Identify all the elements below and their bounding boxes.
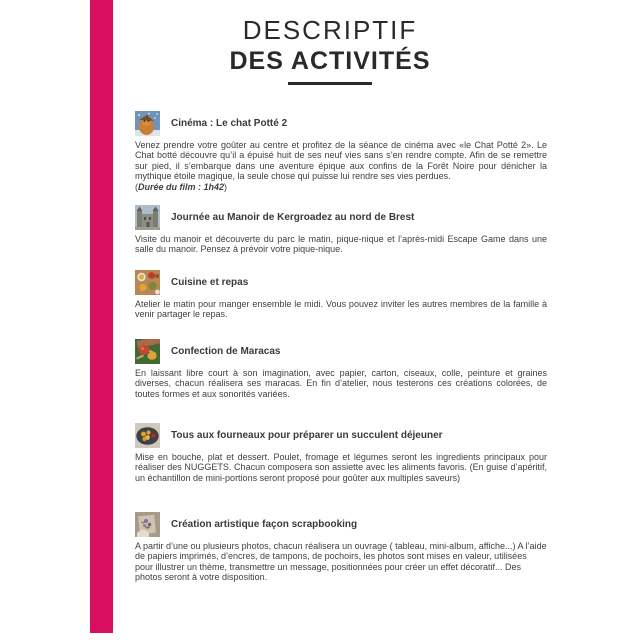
section-cuisine-heading: Cuisine et repas bbox=[171, 277, 249, 288]
section-maracas bbox=[135, 339, 547, 399]
section-fourneaux-body: Mise en bouche, plat et dessert. Poulet, fromage et légumes seront les ingredients principaux pour réaliser des NUGGETS. Chacun composera son assiette avec les aliments favoris. (En guise d’apéritif, un échantillon de mini-portions seront proposé pour goûter aux multiples saveurs) bbox=[135, 452, 547, 483]
title-underline bbox=[288, 82, 372, 85]
section-cuisine-body: Atelier le matin pour manger ensemble le midi. Vous pouvez inviter les autres membres de la famille à venir partager le repas. bbox=[135, 299, 547, 320]
scrapbook-photo-icon bbox=[135, 512, 160, 537]
film-note-text: Durée du film : 1h42 bbox=[138, 181, 225, 192]
section-scrapbooking-header bbox=[135, 512, 547, 537]
section-fourneaux-heading: Tous aux fourneaux pour préparer un succulent déjeuner bbox=[171, 430, 443, 441]
manor-photo-icon bbox=[135, 205, 160, 230]
section-manoir-body: Visite du manoir et découverte du parc le matin, pique-nique et l’après-midi Escape Game dans une salle du manoir. Pensez à prévoir votre pique-nique. bbox=[135, 234, 547, 255]
section-cinema-body: Venez prendre votre goûter au centre et profitez de la séance de cinéma avec «le Chat Potté 2». Le Chat botté découvre qu’il a épuisé huit de ses neuf vies sans s’en rendre compte. Afin de se remettre sur pied, il s’embarque dans une aventure épique aux confins de la Forêt Noire pour dénicher la mythique étoile magique, la seule chose qui puisse lui rendre ses vies perdues. bbox=[135, 140, 547, 182]
section-maracas-header bbox=[135, 339, 547, 364]
title-line-2: DES ACTIVITÉS bbox=[229, 46, 431, 75]
food-platter-icon bbox=[135, 270, 160, 295]
section-fourneaux bbox=[135, 423, 547, 483]
section-cuisine bbox=[135, 270, 547, 320]
page-title bbox=[128, 16, 532, 85]
section-manoir-heading: Journée au Manoir de Kergroadez au nord de Brest bbox=[171, 212, 415, 223]
section-manoir-header bbox=[135, 205, 547, 230]
section-cinema-heading: Cinéma : Le chat Potté 2 bbox=[171, 118, 288, 129]
film-duration-note bbox=[135, 182, 547, 192]
cinema-poster-icon bbox=[135, 111, 160, 136]
section-scrapbooking-body: A partir d’une ou plusieurs photos, chacun réalisera un ouvrage ( tableau, mini-album, affiche...) A l’aide de papiers imprimés, d’encres, de tampons, de pochoirs, les photos sont mises en valeur, utilisées pour illustrer un thème, transmettre un message, positionnées pour créer un effet décoratif... Des photos seront à votre disposition. bbox=[135, 541, 547, 583]
section-cuisine-header bbox=[135, 270, 547, 295]
section-cinema bbox=[135, 111, 547, 192]
film-note-close-paren: ) bbox=[224, 181, 228, 192]
section-maracas-heading: Confection de Maracas bbox=[171, 346, 281, 357]
section-scrapbooking-heading: Création artistique façon scrapbooking bbox=[171, 519, 358, 530]
title-line-1: DESCRIPTIF bbox=[242, 15, 418, 45]
section-manoir bbox=[135, 205, 547, 255]
section-scrapbooking bbox=[135, 512, 547, 583]
pink-accent-strip bbox=[90, 0, 113, 633]
nuggets-plate-icon bbox=[135, 423, 160, 448]
section-fourneaux-header bbox=[135, 423, 547, 448]
maracas-photo-icon bbox=[135, 339, 160, 364]
film-note-open-paren: ( bbox=[135, 181, 138, 192]
section-maracas-body: En laissant libre court à son imagination, avec papier, carton, ciseaux, colle, peinture et graines diverses, chacun réalisera ses maracas. En fin d’atelier, nous testerons ces créations colorées, de toutes formes et aux sonorités variées. bbox=[135, 368, 547, 399]
section-cinema-header bbox=[135, 111, 547, 136]
